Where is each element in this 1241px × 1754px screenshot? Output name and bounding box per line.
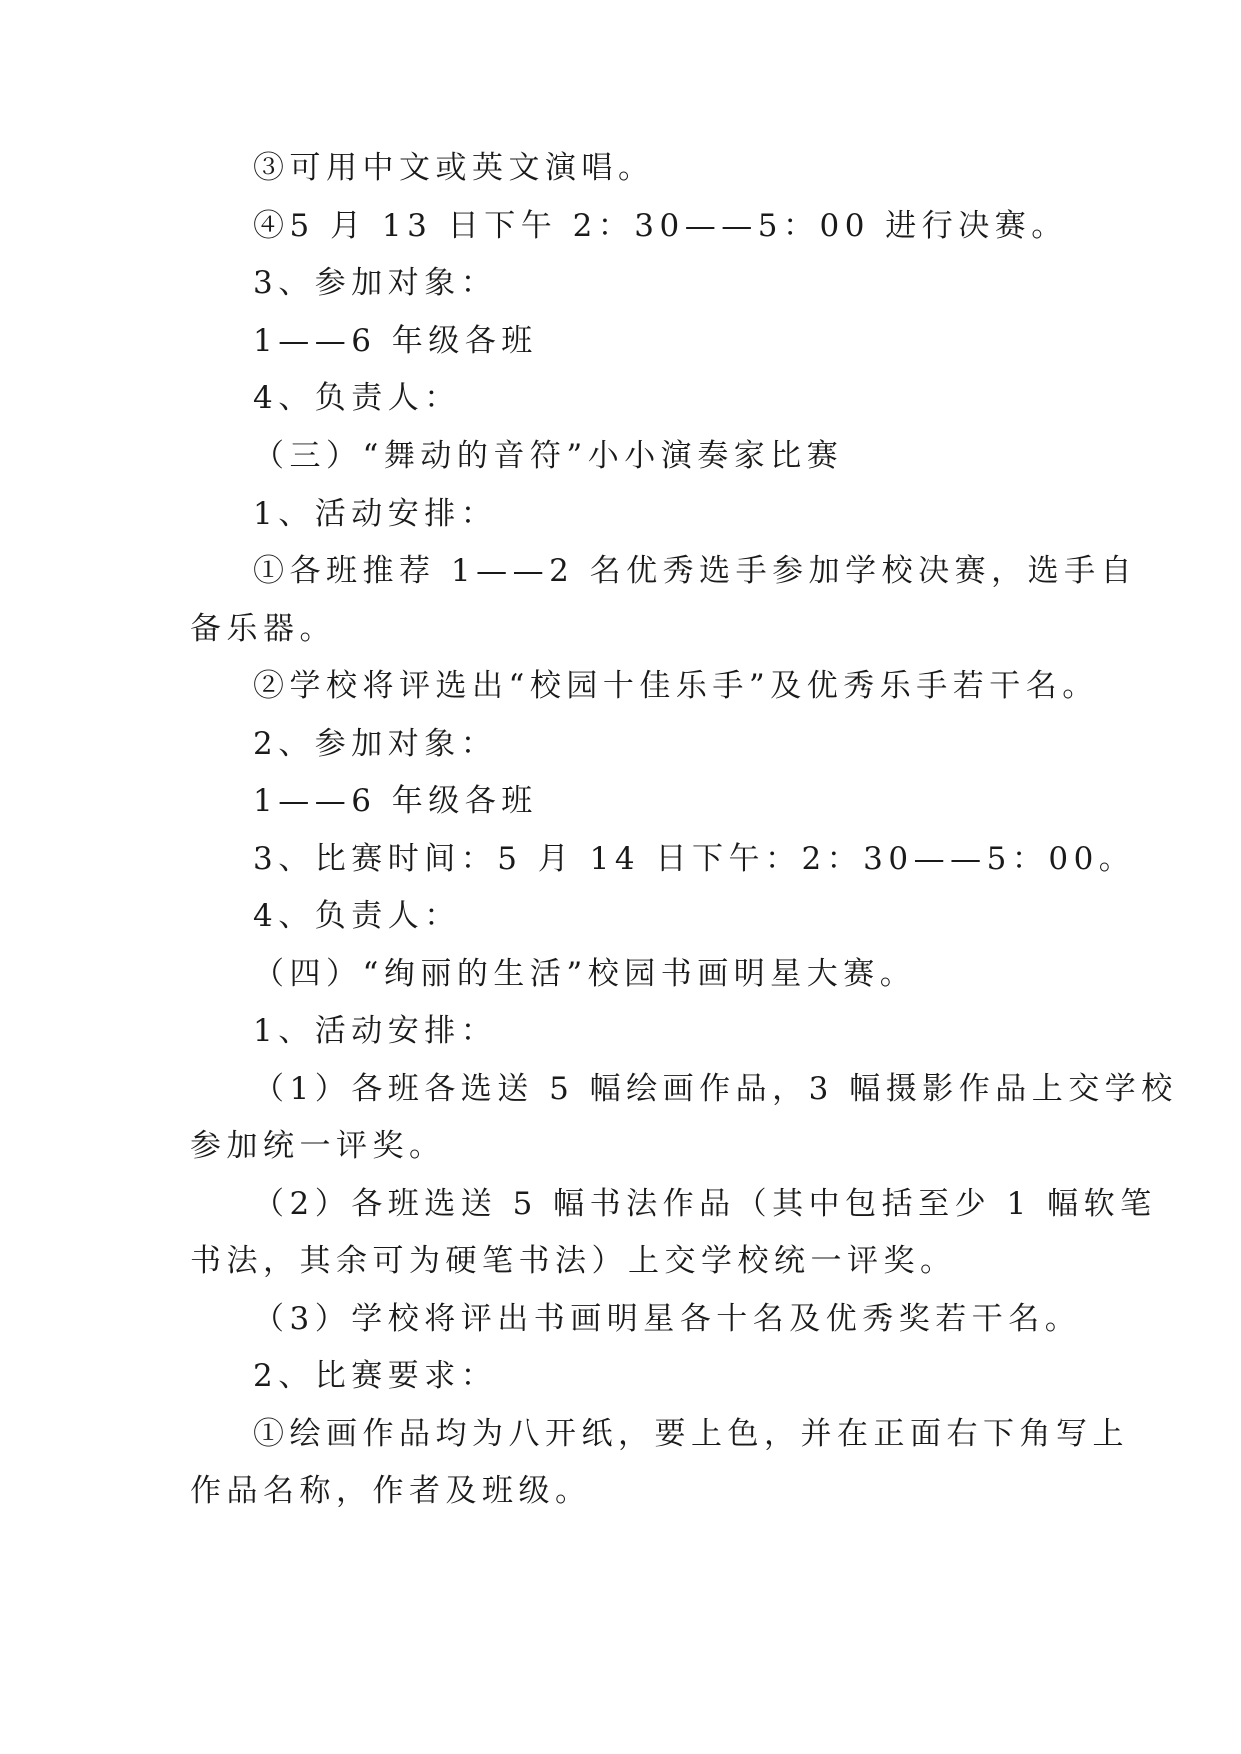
text-line: 2、比赛要求： [253,1358,498,1394]
section-heading: （四）“绚丽的生活”校园书画明星大赛。 [253,956,917,992]
text-line: 1——6 年级各班 [253,783,538,819]
text-line: 4、负责人： [253,898,461,934]
text-line: 备乐器。 [190,611,336,647]
text-line: （2）各班选送 5 幅书法作品（其中包括至少 1 幅软笔 [253,1186,1157,1222]
text-line: 3、比赛时间：5 月 14 日下午：2：30——5：00。 [253,841,1136,877]
text-line: 1、活动安排： [253,496,498,532]
text-line: 2、参加对象： [253,726,498,762]
text-line: 4、负责人： [253,380,461,416]
section-heading: （三）“舞动的音符”小小演奏家比赛 [253,438,844,474]
text-line: 1、活动安排： [253,1013,498,1049]
text-line: 作品名称，作者及班级。 [190,1473,592,1509]
text-line: （1）各班各选送 5 幅绘画作品，3 幅摄影作品上交学校 [253,1071,1178,1107]
text-line: 1——6 年级各班 [253,323,538,359]
text-line: ①各班推荐 1——2 名优秀选手参加学校决赛，选手自 [253,553,1138,589]
text-line: （3）学校将评出书画明星各十名及优秀奖若干名。 [253,1301,1082,1337]
text-line: 书法，其余可为硬笔书法）上交学校统一评奖。 [190,1243,957,1279]
text-line: 参加统一评奖。 [190,1128,446,1164]
text-line: ②学校将评选出“校园十佳乐手”及优秀乐手若干名。 [253,668,1099,704]
text-line: ①绘画作品均为八开纸，要上色，并在正面右下角写上 [253,1416,1129,1452]
text-line: 3、参加对象： [253,265,498,301]
text-line: ③可用中文或英文演唱。 [253,150,655,186]
text-line: ④5 月 13 日下午 2：30——5：00 进行决赛。 [253,208,1068,244]
